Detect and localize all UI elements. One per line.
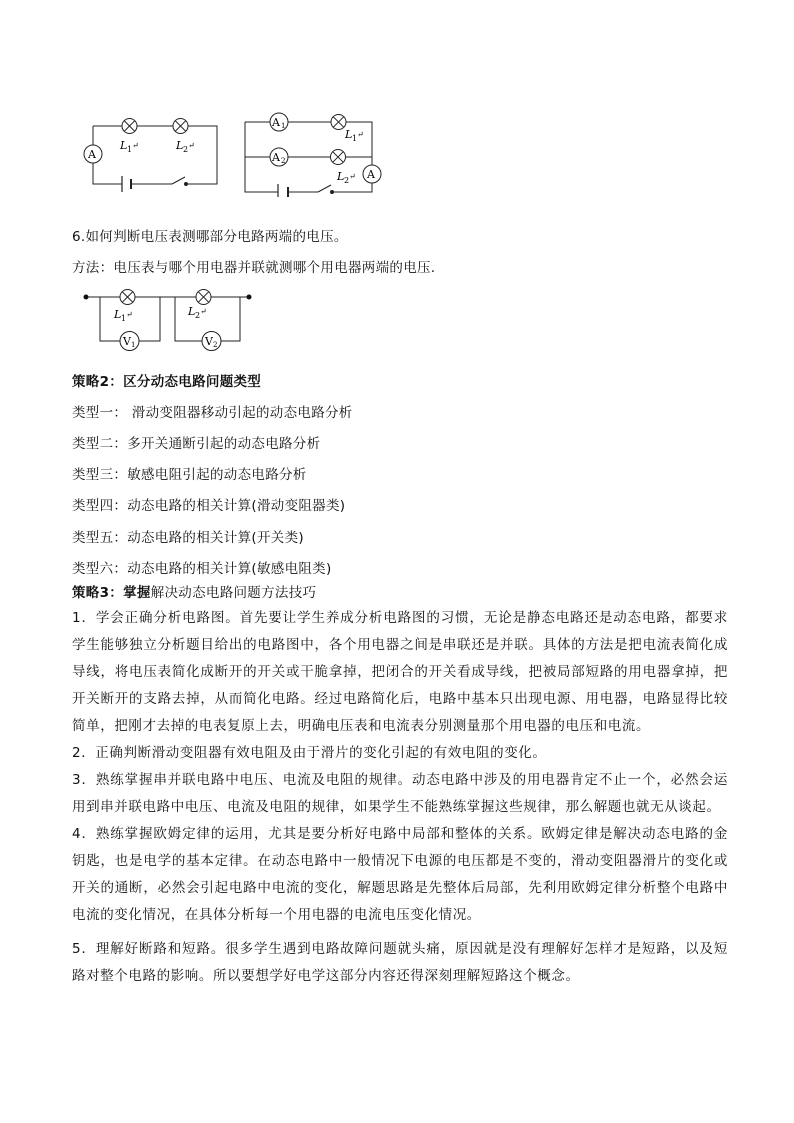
ammeter2-label: A: [272, 151, 280, 164]
paragraph-3: 3．熟练掌握串并联电路中电压、电流及电阻的规律。动态电路中涉及的用电器肯定不止一个，必然会运用到串并联电路中电压、电流及电阻的规律，如果学生不能熟练掌握这些规律，那么解题也就无从谈起。: [72, 772, 728, 815]
lamp2-label: L: [176, 139, 184, 152]
parallel-circuit-diagram: [240, 105, 390, 197]
v2-sub: 2: [213, 341, 218, 349]
question-6: 6.如何判断电压表测哪部分电路两端的电压。: [72, 229, 348, 245]
lamp1-label: L: [114, 308, 122, 321]
lamp1-sub: 1: [352, 134, 358, 143]
type-item-6: 类型六：动态电路的相关计算(敏感电阻类): [72, 561, 332, 577]
lamp1-label: L: [120, 139, 128, 152]
strategy3-title: [72, 583, 316, 603]
lamp1-mark: ↵: [126, 310, 133, 319]
ammeter-a-label: A: [88, 148, 96, 161]
type-item-2: 类型二：多开关通断引起的动态电路分析: [72, 436, 321, 452]
lamp2-sub: 2: [195, 311, 201, 320]
paragraph-1: 1．学会正确分析电路图。首先要让学生养成分析电路图的习惯，无论是静态电路还是动态电路，都要求学生能够独立分析题目给出的电路图中，各个用电器之间是串联还是并联。具体的方法是把电流表简化成导线，将电压表简化成断开的开关或干脆拿掉，把闭合的开关看成导线，把被局部短路的用电器拿掉，把开关断开的支路去掉，从而简化电路。经过电路简化后，电路中基本只出现电源、用电器，电路显得比较简单，把刚才去掉的电表复原上去，明确电压表和电流表分别测量那个用电器的电压和电流。: [72, 610, 728, 734]
type-item-4: 类型四：动态电路的相关计算(滑动变阻器类): [72, 498, 346, 514]
type-item-1: 类型一： 滑动变阻器移动引起的动态电路分析: [72, 405, 353, 421]
strategy2-title: 策略2：区分动态电路问题类型: [72, 374, 262, 390]
type-item-5: 类型五：动态电路的相关计算(开关类): [72, 530, 304, 546]
lamp2-label: L: [337, 170, 345, 183]
strategy3-title-rest: 解决动态电路问题方法技巧: [150, 585, 317, 601]
lamp1-sub: 1: [127, 145, 133, 154]
v1-sub: 1: [131, 341, 136, 349]
lamp2-mark: ↵: [188, 141, 195, 150]
type-item-3: 类型三：敏感电阻引起的动态电路分析: [72, 467, 307, 483]
lamp1-label: L: [345, 128, 353, 141]
ammeter-main-label: A: [367, 168, 375, 181]
ammeter2-sub: 2: [281, 157, 286, 165]
ammeter1-sub: 1: [281, 122, 286, 130]
lamp1-mark: ↵: [132, 141, 139, 150]
paragraph-2: 2．正确判断滑动变阻器有效电阻及由于滑片的变化引起的有效电阻的变化。: [72, 745, 547, 761]
strategy3-title-bold: 策略3：掌握: [72, 585, 151, 601]
lamp2-mark: ↵: [200, 307, 207, 316]
v1-label: V: [123, 335, 131, 348]
lamp2-mark: ↵: [349, 172, 356, 181]
lamp1-mark: ↵: [357, 130, 364, 139]
paragraph-5: 5．理解好断路和短路。很多学生遇到电路故障问题就头痛，原因就是没有理解好怎样才是短路，以及短路对整个电路的影响。所以要想学好电学这部分内容还得深刻理解短路这个概念。: [72, 941, 728, 984]
v2-label: V: [205, 335, 213, 348]
ammeter1-label: A: [272, 116, 280, 129]
method-text: 方法：电压表与哪个用电器并联就测哪个用电器两端的电压.: [72, 260, 436, 276]
lamp1-sub: 1: [121, 314, 127, 323]
lamp2-label: L: [188, 305, 196, 318]
lamp2-sub: 2: [183, 145, 189, 154]
series-circuit-diagram: [76, 112, 226, 194]
paragraph-4: 4．熟练掌握欧姆定律的运用，尤其是要分析好电路中局部和整体的关系。欧姆定律是解决动态电路的金钥匙，也是电学的基本定律。在动态电路中一般情况下电源的电压都是不变的，滑动变阻器滑片的变化或开关的通断，必然会引起电路中电流的变化，解题思路是先整体后局部，先利用欧姆定律分析整个电路中电流的变化情况，在具体分析每一个用电器的电流电压变化情况。: [72, 826, 728, 923]
voltmeter-circuit-diagram: [80, 284, 260, 364]
lamp2-sub: 2: [344, 176, 350, 185]
